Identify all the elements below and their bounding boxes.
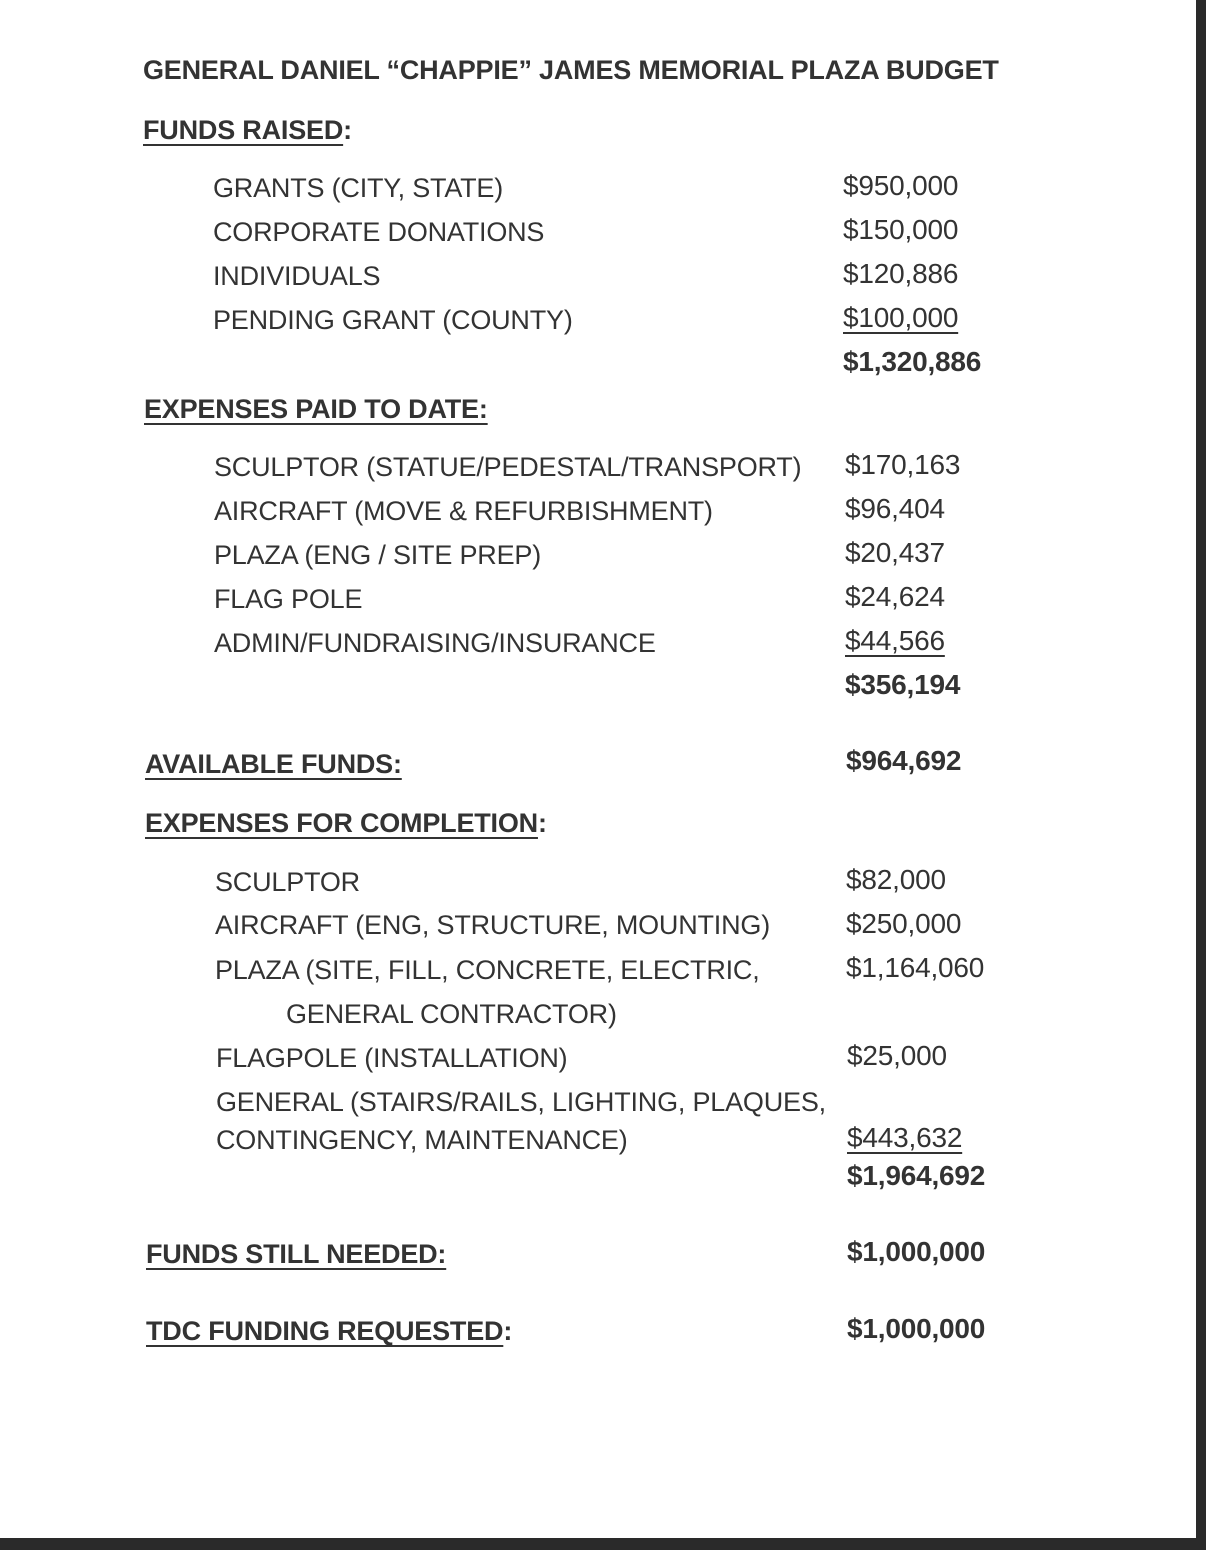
available-funds-heading: AVAILABLE FUNDS: xyxy=(145,749,402,779)
funds-still-needed-amount: $1,000,000 xyxy=(847,1236,986,1267)
expenses-paid-heading: EXPENSES PAID TO DATE: xyxy=(144,394,488,424)
expenses-paid-label: AIRCRAFT (MOVE & REFURBISHMENT) xyxy=(214,496,713,526)
expenses-completion-amount: $82,000 xyxy=(846,864,946,895)
expenses-paid-total: $356,194 xyxy=(845,669,961,700)
document-title: GENERAL DANIEL “CHAPPIE” JAMES MEMORIAL PLAZA BUDGET xyxy=(143,55,999,85)
expenses-completion-label: AIRCRAFT (ENG, STRUCTURE, MOUNTING) xyxy=(215,910,770,940)
expenses-completion-label: SCULPTOR xyxy=(215,867,360,897)
funds-raised-label: GRANTS (CITY, STATE) xyxy=(213,173,504,203)
expenses-completion-label: FLAGPOLE (INSTALLATION) xyxy=(216,1043,568,1073)
funds-raised-amount: $950,000 xyxy=(843,170,959,201)
expenses-completion-label: GENERAL (STAIRS/RAILS, LIGHTING, PLAQUES, xyxy=(216,1087,826,1117)
funds-raised-total: $1,320,886 xyxy=(843,346,982,377)
expenses-paid-label: FLAG POLE xyxy=(214,584,363,614)
expenses-completion-label: PLAZA (SITE, FILL, CONCRETE, ELECTRIC, xyxy=(215,955,760,985)
funds-raised-amount: $100,000 xyxy=(843,302,959,333)
expenses-completion-heading-colon: : xyxy=(537,808,547,838)
tdc-funding-amount: $1,000,000 xyxy=(847,1313,986,1344)
expenses-paid-amount: $170,163 xyxy=(845,449,961,480)
funds-raised-amount: $120,886 xyxy=(843,258,959,289)
funds-raised-amount: $150,000 xyxy=(843,214,959,245)
expenses-completion-amount: $250,000 xyxy=(846,908,962,939)
expenses-completion-amount: $25,000 xyxy=(847,1040,947,1071)
funds-still-needed-heading: FUNDS STILL NEEDED: xyxy=(146,1239,447,1269)
expenses-paid-amount: $96,404 xyxy=(845,493,945,524)
tdc-funding-heading-colon: : xyxy=(503,1316,513,1346)
funds-raised-label: INDIVIDUALS xyxy=(213,261,381,291)
available-funds-amount: $964,692 xyxy=(846,745,962,776)
tdc-funding-heading-text: TDC FUNDING REQUESTED xyxy=(146,1316,504,1346)
expenses-paid-amount: $20,437 xyxy=(845,537,945,568)
expenses-paid-label: SCULPTOR (STATUE/PEDESTAL/TRANSPORT) xyxy=(214,452,802,482)
expenses-paid-amount: $44,566 xyxy=(845,625,945,656)
expenses-completion-label-continued: GENERAL CONTRACTOR) xyxy=(286,999,617,1029)
funds-raised-heading-text: FUNDS RAISED xyxy=(143,115,344,145)
expenses-completion-heading xyxy=(145,807,547,839)
expenses-completion-heading-text: EXPENSES FOR COMPLETION xyxy=(145,808,538,838)
expenses-paid-amount: $24,624 xyxy=(845,581,945,612)
funds-raised-heading-colon: : xyxy=(343,115,352,145)
expenses-completion-amount: $443,632 xyxy=(847,1122,963,1153)
expenses-completion-label-continued: CONTINGENCY, MAINTENANCE) xyxy=(216,1125,628,1155)
funds-raised-heading xyxy=(143,114,352,146)
tdc-funding-heading xyxy=(146,1315,512,1347)
expenses-paid-label: PLAZA (ENG / SITE PREP) xyxy=(214,540,541,570)
funds-raised-label: PENDING GRANT (COUNTY) xyxy=(213,305,573,335)
expenses-paid-label: ADMIN/FUNDRAISING/INSURANCE xyxy=(214,628,656,658)
expenses-completion-total: $1,964,692 xyxy=(847,1160,986,1191)
expenses-completion-amount: $1,164,060 xyxy=(846,952,985,983)
funds-raised-label: CORPORATE DONATIONS xyxy=(213,217,545,247)
